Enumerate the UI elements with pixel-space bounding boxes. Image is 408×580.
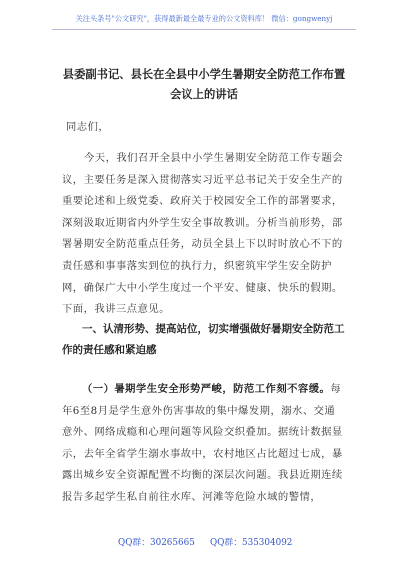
- document-title-line2: 会议上的讲话: [170, 87, 238, 101]
- header-divider: [52, 29, 356, 30]
- salutation: 同志们，: [66, 121, 110, 133]
- paragraph-section1-part1: [62, 379, 346, 509]
- header-banner: 关注头条号"公文研究"，获得最新最全最专业的公文资料库！ 微信：gongwenyj: [75, 14, 333, 23]
- document-title-line1: 县委副书记、县长在全县中小学生暑期安全防范工作布置: [62, 67, 346, 81]
- paragraph-intro: 今天，我们召开全县中小学生暑期安全防范工作专题会议，主要任务是深入贯彻落实习近平总书记关于安全生产的重要论述和上级党委、政府关于校园安全工作的部署要求，深刻汲取近期省内外学生安全事故教训。分析当前形势，部署暑期安全防范重点任务，动员全县上下以时时放心不下的责任感和事事落实到位的执行力，织密筑牢学生安全防护网，确保广大中小学生度过一个平安、健康、快乐的假期。下面，我讲三点意见。: [62, 152, 344, 316]
- footer-qq-group-1: QQ群：30265665: [118, 538, 195, 548]
- footer-qq-group-2: QQ群：535304092: [210, 538, 293, 548]
- section-heading-1: 一、认清形势、提高站位，切实增强做好暑期安全防范工作的责任感和紧迫感: [62, 323, 345, 356]
- subheading-1: （一）暑期学生安全形势严峻，防范工作刻不容缓。: [82, 383, 331, 395]
- paragraph-section1-body: 每年6至8月是学生意外伤害事故的集中爆发期，溺水、交通意外、网络成瘾和心理问题等风险交织叠加。据统计数据显示，去年全省学生溺水事故中，农村地区占比超过七成，暴露出城乡安全资源配置不均衡的深层次问题。我县近期连续报告多起学生私自前往水库、河滩等危险水域的警情，: [62, 383, 343, 503]
